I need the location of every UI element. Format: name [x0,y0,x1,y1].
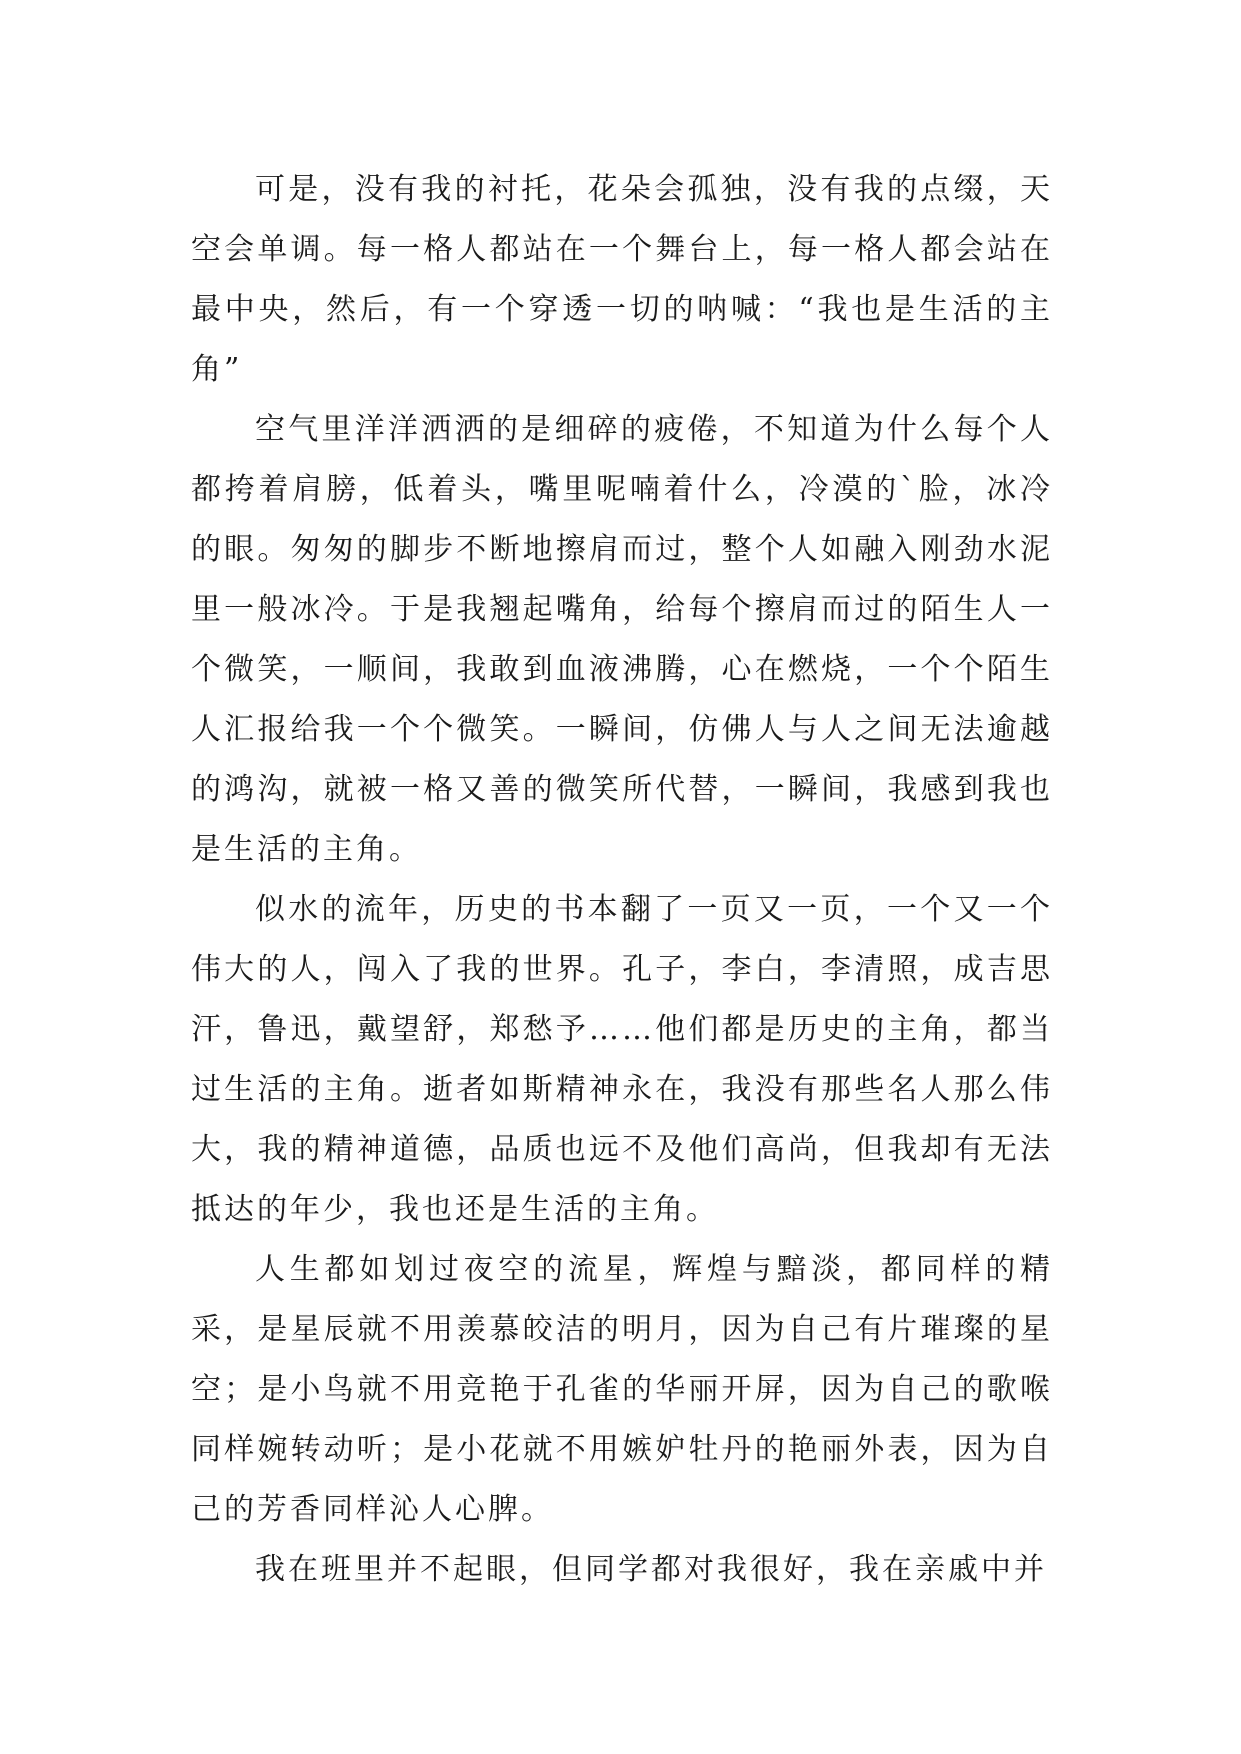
paragraph-2: 空气里洋洋洒洒的是细碎的疲倦，不知道为什么每个人都挎着肩膀，低着头，嘴里呢喃着什么，冷漠的`脸，冰冷的眼。匆匆的脚步不断地擦肩而过，整个人如融入刚劲水泥里一般冰冷。于是我翘起嘴角，给每个擦肩而过的陌生人一个微笑，一顺间，我敢到血液沸腾，心在燃烧，一个个陌生人汇报给我一个个微笑。一瞬间，仿佛人与人之间无法逾越的鸿沟，就被一格又善的微笑所代替，一瞬间，我感到我也是生活的主角。 [191,412,1053,867]
paragraph-4: 人生都如划过夜空的流星，辉煌与黯淡，都同样的精采，是星辰就不用羡慕皎洁的明月，因为自己有片璀璨的星空；是小鸟就不用竞艳于孔雀的华丽开屏，因为自己的歌喉同样婉转动听；是小花就不用嫉妒牡丹的艳丽外表，因为自己的芳香同样沁人心脾。 [191,1252,1053,1527]
paragraph-5: 我在班里并不起眼，但同学都对我很好，我在亲戚中并 [255,1552,1047,1587]
paragraph-1: 可是，没有我的衬托，花朵会孤独，没有我的点缀，天空会单调。每一格人都站在一个舞台上，每一格人都会站在最中央，然后，有一个穿透一切的呐喊：“我也是生活的主角” [191,172,1053,387]
paragraph-3: 似水的流年，历史的书本翻了一页又一页，一个又一个伟大的人，闯入了我的世界。孔子，李白，李清照，成吉思汗，鲁迅，戴望舒，郑愁予……他们都是历史的主角，都当过生活的主角。逝者如斯精神永在，我没有那些名人那么伟大，我的精神道德，品质也远不及他们高尚，但我却有无法抵达的年少，我也还是生活的主角。 [191,892,1053,1227]
document-body [191,160,1053,1600]
